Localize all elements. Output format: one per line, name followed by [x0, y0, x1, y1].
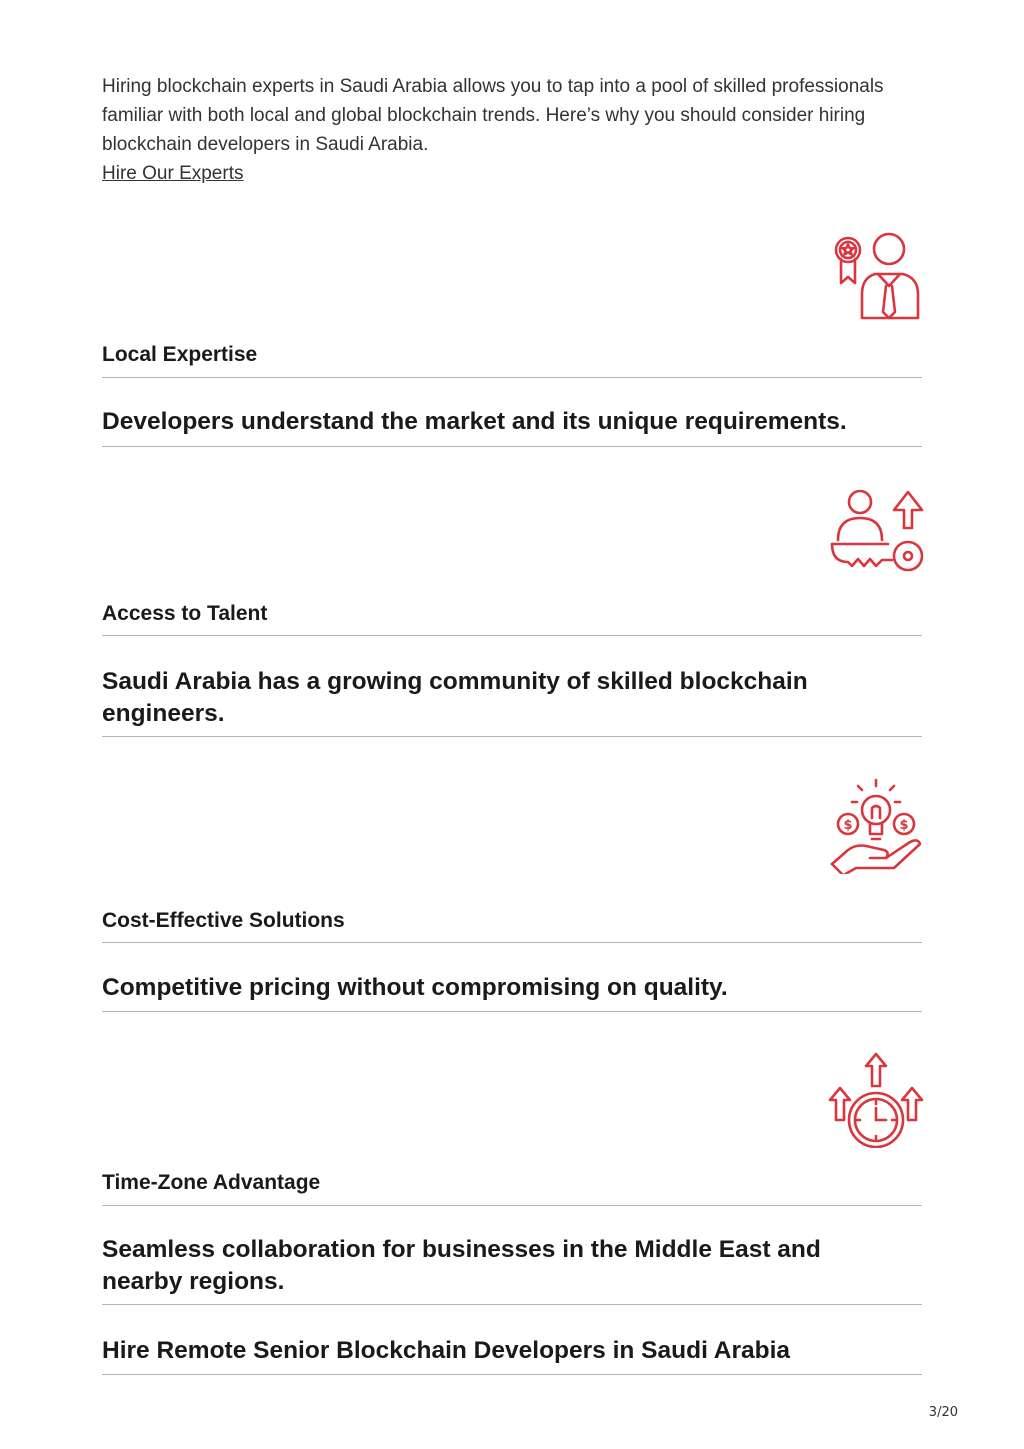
hand-lightbulb-coins-icon: [828, 778, 924, 874]
intro-section: [102, 72, 932, 188]
divider: [102, 446, 922, 447]
feature-title-time-zone-advantage: Time-Zone Advantage: [102, 1171, 321, 1194]
feature-description-time-zone-advantage: Seamless collaboration for businesses in the Middle East and nearby regions.: [102, 1236, 821, 1295]
person-key-icon: [828, 486, 924, 582]
section-heading: Hire Remote Senior Blockchain Developers in Saudi Arabia: [102, 1337, 791, 1364]
divider: [102, 1304, 922, 1305]
divider: [102, 1205, 922, 1206]
feature-title-access-to-talent: Access to Talent: [102, 602, 268, 625]
divider: [102, 1011, 922, 1012]
feature-description-cost-effective-solutions: Competitive pricing without compromising on quality.: [102, 974, 728, 1001]
intro-paragraph: Hiring blockchain experts in Saudi Arabia allows you to tap into a pool of skilled professionals familiar with both local and global blockchain trends. Here’s why you should consider hiring blockchain developers in Saudi Arabia.: [102, 76, 884, 155]
feature-title-cost-effective-solutions: Cost-Effective Solutions: [102, 909, 345, 932]
divider: [102, 942, 922, 943]
feature-description-access-to-talent: Saudi Arabia has a growing community of skilled blockchain engineers.: [102, 668, 808, 727]
divider: [102, 736, 922, 737]
divider: [102, 1374, 922, 1375]
divider: [102, 377, 922, 378]
clock-arrows-icon: [828, 1052, 924, 1148]
feature-description-local-expertise: Developers understand the market and its unique requirements.: [102, 408, 847, 435]
svg-text:$: $: [899, 818, 909, 833]
expert-award-icon: [828, 228, 924, 324]
divider: [102, 635, 922, 636]
feature-title-local-expertise: Local Expertise: [102, 343, 258, 366]
svg-text:$: $: [843, 818, 853, 833]
hire-experts-link[interactable]: Hire Our Experts: [102, 163, 244, 184]
page-number: 3/20: [928, 1405, 958, 1420]
